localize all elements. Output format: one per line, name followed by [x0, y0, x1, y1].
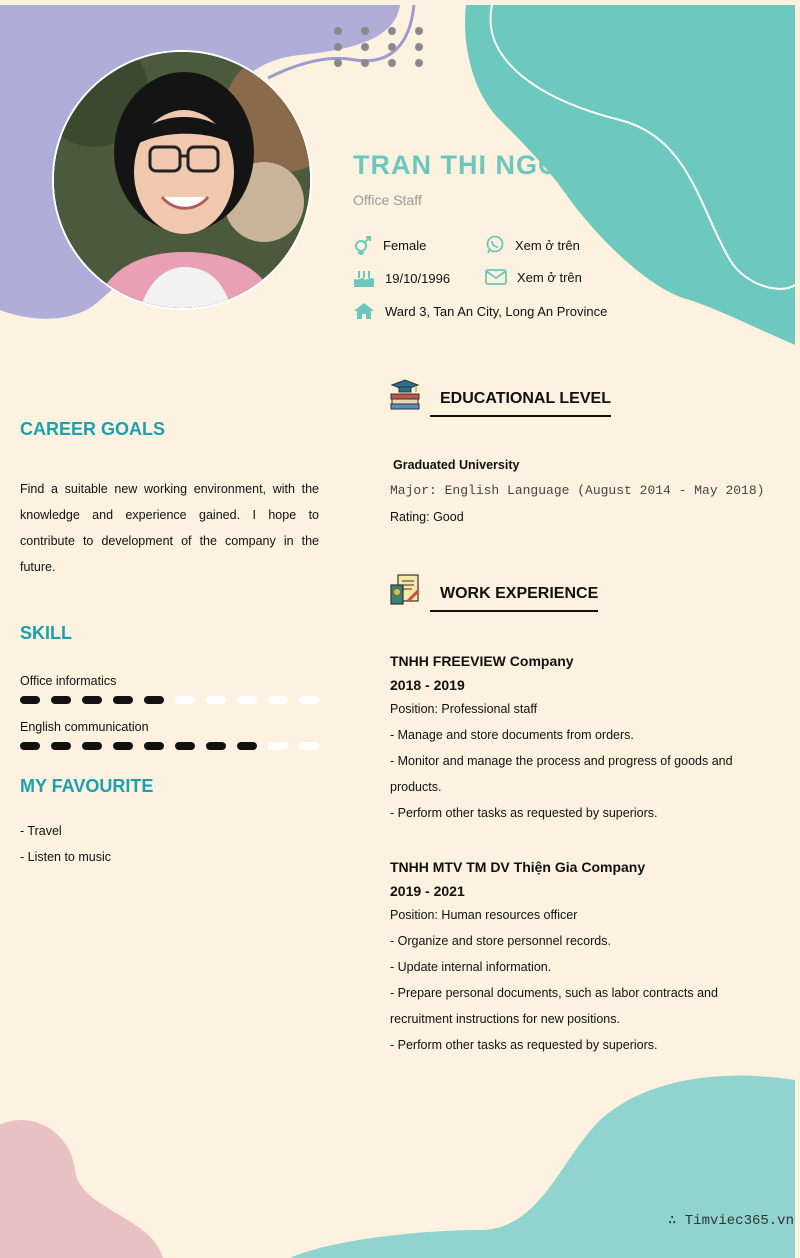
job-position: Position: Professional staff [390, 702, 538, 716]
favourite-item: - Travel [20, 824, 62, 838]
email-icon [485, 268, 507, 286]
job-position: Position: Human resources officer [390, 908, 578, 922]
portrait-illustration [54, 52, 312, 310]
skill-dash-filled [20, 696, 40, 704]
skill-dash-empty [299, 696, 319, 704]
teal-blob-bottom [290, 1076, 795, 1258]
skill-dash-empty [299, 742, 319, 750]
skill-dash-filled [237, 742, 257, 750]
skill-dash-filled [113, 742, 133, 750]
whatsapp-icon [485, 235, 505, 255]
job-duty: - Prepare personal documents, such as labor contracts and [390, 986, 718, 1000]
profile-photo [52, 50, 312, 310]
education-rating: Rating: Good [390, 510, 464, 524]
skill-dash-filled [82, 742, 102, 750]
skill-dash-empty [206, 696, 226, 704]
favourite-title: MY FAVOURITE [20, 776, 154, 796]
work-documents-icon [390, 573, 420, 605]
job-company: TNHH FREEVIEW Company [390, 653, 574, 669]
birthday-value: 19/10/1996 [385, 270, 451, 286]
skill-name: Office informatics [20, 674, 117, 688]
job-duty: - Manage and store documents from orders. [390, 728, 634, 742]
job-title: Office Staff [353, 192, 422, 208]
gender-icon [353, 235, 373, 255]
birthday-row [353, 268, 450, 288]
candidate-name: TRAN THI NGOC HAN [353, 150, 651, 180]
favourite-item: - Listen to music [20, 850, 112, 864]
address-value: Ward 3, Tan An City, Long An Province [385, 303, 608, 319]
career-goals-title: CAREER GOALS [20, 419, 166, 439]
watermark: ∴ Timviec365.vn [667, 1213, 794, 1229]
skill-dash-filled [144, 696, 164, 704]
phone-value: Xem ở trên [515, 237, 580, 253]
job-company: TNHH MTV TM DV Thiện Gia Company [390, 859, 646, 875]
skill-title: SKILL [20, 623, 72, 643]
job-duty: - Update internal information. [390, 960, 552, 974]
pink-blob [0, 1120, 163, 1258]
email-value: Xem ở trên [517, 269, 582, 285]
education-header [390, 378, 611, 417]
job-period: 2019 - 2021 [390, 883, 465, 899]
job-duty: - Perform other tasks as requested by superiors. [390, 1038, 658, 1052]
education-school: Graduated University [393, 458, 520, 472]
home-icon [353, 301, 375, 321]
job-period: 2018 - 2019 [390, 677, 465, 693]
email-row [485, 268, 582, 286]
skill-level-bar [20, 742, 319, 750]
skill-dash-empty [237, 696, 257, 704]
books-graduation-icon [390, 378, 420, 410]
skill-dash-filled [51, 696, 71, 704]
skill-name: English communication [20, 720, 149, 734]
skill-dash-empty [175, 696, 195, 704]
job-duty: recruitment instructions for new positions. [390, 1012, 620, 1026]
address-row [353, 301, 607, 321]
gender-value: Female [383, 237, 427, 253]
gender-row [353, 235, 426, 255]
skill-dash-filled [175, 742, 195, 750]
experience-title: WORK EXPERIENCE [430, 585, 598, 612]
skill-dash-filled [51, 742, 71, 750]
skill-dash-filled [20, 742, 40, 750]
skill-dash-filled [144, 742, 164, 750]
education-title: EDUCATIONAL LEVEL [430, 390, 611, 417]
skill-dash-empty [268, 742, 288, 750]
skill-dash-filled [206, 742, 226, 750]
skill-dash-filled [82, 696, 102, 704]
skill-dash-empty [268, 696, 288, 704]
experience-header [390, 573, 598, 612]
birthday-cake-icon [353, 268, 375, 288]
phone-row [485, 235, 580, 255]
skill-dash-filled [113, 696, 133, 704]
education-major: Major: English Language (August 2014 - May 2018) [390, 483, 765, 498]
job-duty: - Monitor and manage the process and progress of goods and [390, 754, 733, 768]
job-duty: - Organize and store personnel records. [390, 934, 611, 948]
career-goals-text: Find a suitable new working environment, with the knowledge and experience gained. I hope to contribute to development of the company in the future. [20, 482, 319, 574]
skill-level-bar [20, 696, 319, 704]
job-duty: products. [390, 780, 442, 794]
job-duty: - Perform other tasks as requested by superiors. [390, 806, 658, 820]
